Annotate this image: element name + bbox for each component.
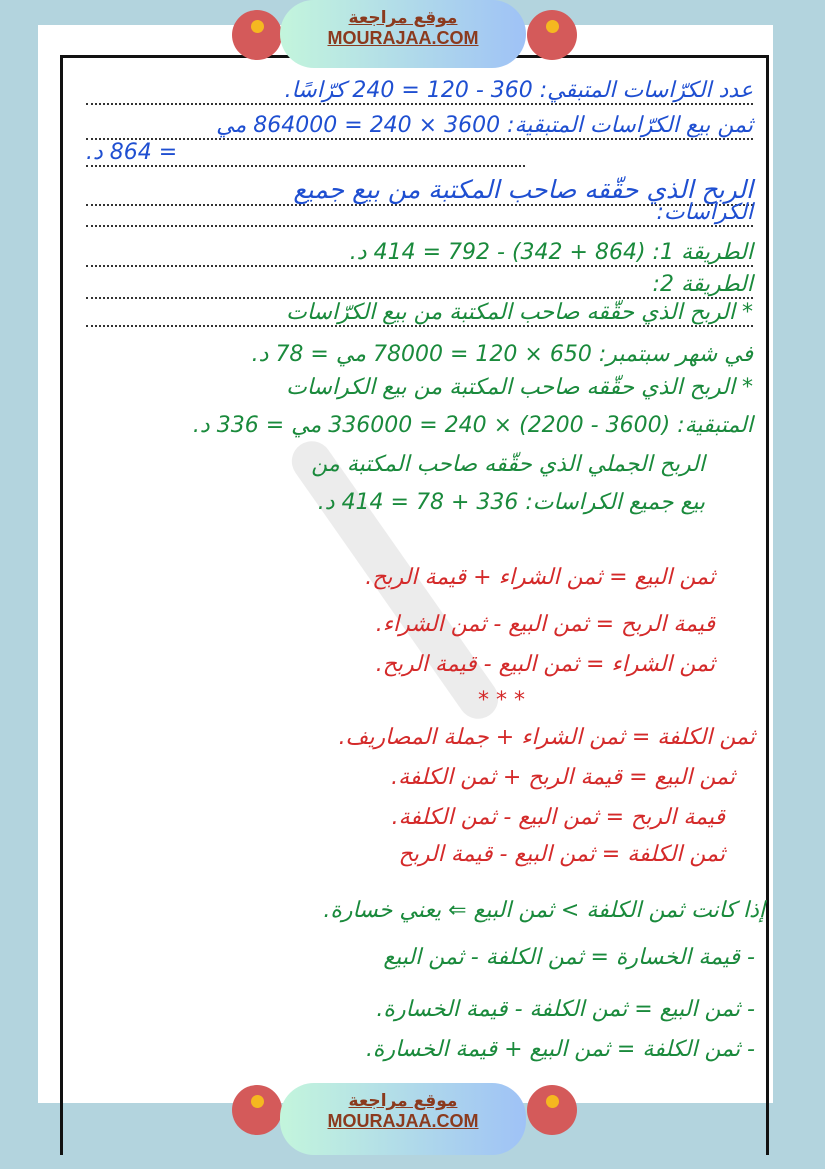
rule-line: ثمن الكلفة = ثمن الشراء + جملة المصاريف. (338, 725, 755, 750)
text-line: الطريقة 2: (86, 272, 753, 299)
site-banner-bottom[interactable] (280, 1083, 526, 1155)
text-line: في شهر سبتمبر: 650 × 120 = 78000 مي = 78 د. (251, 342, 753, 367)
rule-line: قيمة الربح = ثمن البيع - ثمن الشراء. (375, 612, 715, 637)
loss-line: - ثمن البيع = ثمن الكلفة - قيمة الخسارة. (376, 997, 755, 1022)
text-line: الكراسات: (86, 200, 753, 227)
site-logo-badge-right-bottom (527, 1085, 577, 1135)
rule-line: قيمة الربح = ثمن البيع - ثمن الكلفة. (391, 805, 725, 830)
text-line: * الربح الذي حقّقه صاحب المكتبة من بيع الكراسات (286, 375, 753, 400)
text-line: = 864 د. (86, 140, 525, 167)
rule-line: ثمن البيع = قيمة الربح + ثمن الكلفة. (391, 765, 735, 790)
text-line: المتبقية: (3600 - 2200) × 240 = 336000 مي = 336 د. (192, 413, 753, 438)
site-logo-badge-left (232, 10, 282, 60)
text-line: عدد الكرّاسات المتبقي: 360 - 120 = 240 كرّاسًا. (86, 78, 753, 105)
text-line: الربح الذي حقّقه صاحب المكتبة من بيع جميع (86, 175, 753, 206)
rule-line: ثمن الكلفة = ثمن البيع - قيمة الربح (398, 842, 725, 867)
site-logo-badge-left-bottom (232, 1085, 282, 1135)
loss-line: - قيمة الخسارة = ثمن الكلفة - ثمن البيع (383, 945, 755, 970)
loss-line: إذا كانت ثمن الكلفة > ثمن البيع ⇐ يعني خسارة. (323, 898, 765, 923)
rule-line: ثمن الشراء = ثمن البيع - قيمة الربح. (375, 652, 715, 677)
site-name-arabic[interactable]: موقع مراجعة (348, 1091, 458, 1111)
text-line: بيع جميع الكراسات: 336 + 78 = 414 د. (317, 490, 705, 515)
separator-stars: * * * (478, 688, 525, 713)
rule-line: ثمن البيع = ثمن الشراء + قيمة الربح. (365, 565, 715, 590)
loss-line: - ثمن الكلفة = ثمن البيع + قيمة الخسارة. (365, 1037, 755, 1062)
text-line: الطريقة 1: (864 + 342) - 792 = 414 د. (86, 240, 753, 267)
site-name-english[interactable]: MOURAJAA.COM (327, 28, 479, 48)
text-line: ثمن بيع الكرّاسات المتبقية: 3600 × 240 = 864000 مي (86, 113, 753, 140)
text-line: الربح الجملي الذي حقّقه صاحب المكتبة من (311, 452, 705, 477)
site-name-english[interactable]: MOURAJAA.COM (327, 1111, 479, 1131)
site-banner-top[interactable] (280, 0, 526, 68)
site-logo-badge-right (527, 10, 577, 60)
text-line: * الربح الذي حقّقه صاحب المكتبة من بيع الكرّاسات (86, 300, 753, 327)
site-name-arabic[interactable]: موقع مراجعة (348, 8, 458, 28)
